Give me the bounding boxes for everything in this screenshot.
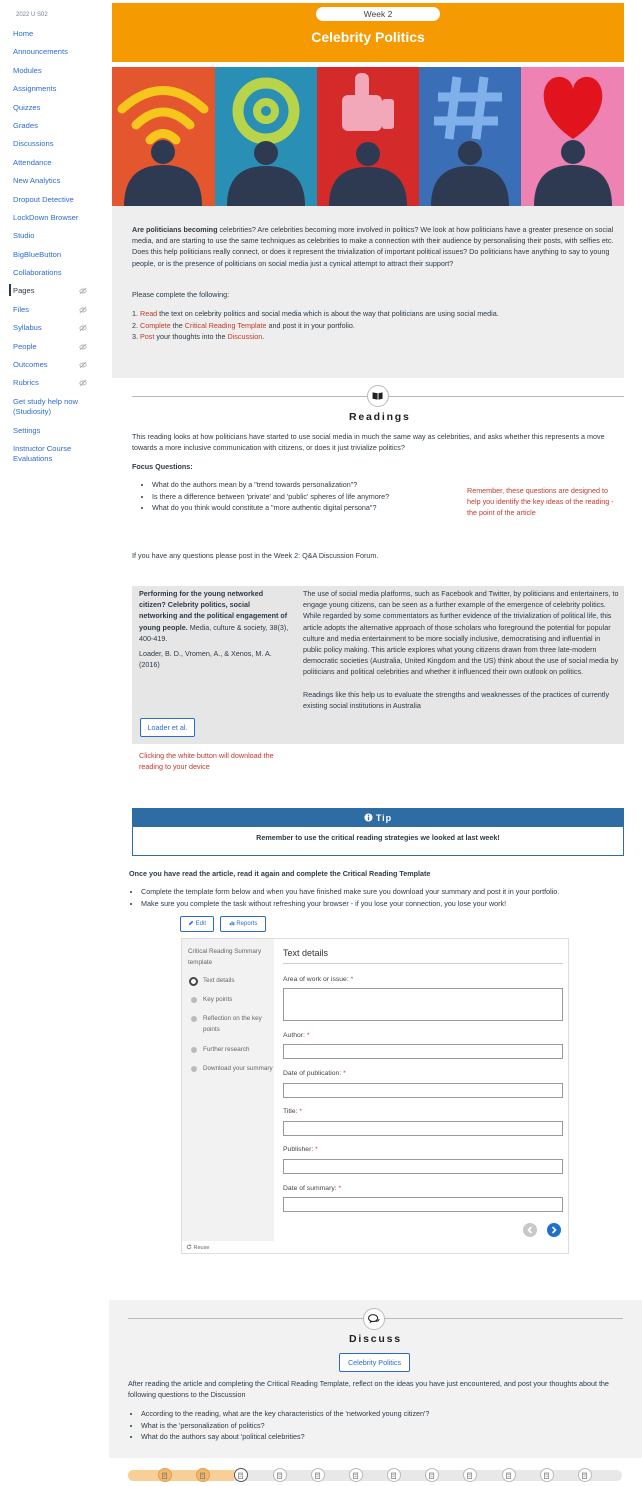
nav-dropout-detective[interactable]: Dropout Detective — [13, 194, 74, 204]
week-label: Week 2 — [316, 7, 440, 21]
nav-settings[interactable]: Settings — [13, 425, 41, 435]
info-icon — [364, 813, 373, 822]
nav-people-label: People — [13, 341, 37, 351]
step-text: the — [170, 320, 185, 330]
eye-slash-icon — [79, 287, 87, 295]
date-of-summary-input[interactable] — [283, 1197, 563, 1212]
discuss-panel — [109, 1300, 642, 1458]
progress-node-icon[interactable] — [463, 1468, 477, 1482]
label-text: Area of work or issue: — [283, 976, 349, 983]
nav-people[interactable] — [13, 342, 95, 360]
step-text: your thoughts into the — [154, 332, 228, 342]
chevron-right-icon — [547, 1223, 561, 1237]
nav-outcomes-label: Outcomes — [13, 360, 48, 370]
discuss-intro: After reading the article and completing the Critical Reading Template, reflect on the ideas you have just encountered, and post your thoughts about the following questions to the Discussion — [128, 1379, 609, 1399]
focus-questions — [140, 479, 460, 514]
intro-text — [132, 224, 622, 269]
publisher-input[interactable] — [283, 1159, 563, 1174]
field-label — [283, 976, 353, 983]
field-label — [283, 1146, 318, 1153]
reading-citation — [139, 588, 289, 644]
reports-label: Reports — [236, 921, 258, 927]
label-text: Author: — [283, 1032, 305, 1039]
nav-rubrics[interactable] — [13, 378, 95, 396]
required-mark: * — [350, 976, 354, 983]
required-mark: * — [315, 1146, 318, 1153]
widget-title: Critical Reading Summary template — [188, 948, 262, 966]
step-download-summary[interactable]: Download your summary — [203, 1065, 273, 1072]
nav-modules[interactable]: Modules — [13, 65, 42, 75]
edit-label: Edit — [195, 921, 206, 927]
list-item: • What is the 'personalization of politics? — [141, 1420, 624, 1432]
date-of-publication-input[interactable] — [283, 1083, 563, 1098]
refresh-icon — [186, 1244, 192, 1250]
reading-reference — [139, 588, 289, 670]
reuse-button[interactable] — [186, 1244, 209, 1251]
eye-slash-icon — [79, 306, 87, 314]
step-indicator — [191, 997, 197, 1003]
list-item: • According to the reading, what are the key characteristics of the 'networked young citizen'? — [141, 1408, 624, 1420]
step-indicator — [191, 1016, 197, 1022]
step-text: the text on celebrity politics and social media which is about the way that politicians are using social media. — [157, 309, 499, 318]
step-text-details[interactable]: Text details — [203, 977, 235, 984]
nav-home[interactable]: Home — [13, 29, 34, 38]
chart-icon — [229, 920, 235, 926]
step-number: 2. — [132, 320, 138, 330]
tip-heading: Tip — [375, 813, 393, 823]
intro-body: celebrities? Are celebrities becoming more involved in politics? We look at how politicians have a greater presence on social media, and are starting to use the same techniques as celebrities to make a connection with their audience by personalising their posts, with selfies etc. Does this help politicians really connect, or does it represent the trivialization of important political issues? Do politicians have anything to say to young people, or is the presence of politicians on social media just a cynical attempt to attract their support? — [132, 225, 614, 268]
progress-node-icon[interactable] — [540, 1468, 554, 1482]
course-code: 2022 U S02 — [16, 12, 48, 18]
course-nav-list — [13, 29, 95, 473]
step-current-indicator — [189, 977, 198, 986]
book-open-icon — [367, 385, 389, 407]
template-instructions — [129, 886, 624, 909]
download-note: Clicking the white button will download the reading to your device — [139, 751, 274, 771]
form-divider — [283, 963, 563, 964]
intro-lead: Are politicians becoming — [132, 225, 218, 234]
edit-button[interactable] — [180, 916, 214, 932]
field-label — [283, 1070, 346, 1077]
nav-pages[interactable] — [13, 286, 95, 304]
chevron-left-icon — [523, 1223, 537, 1237]
progress-node-icon[interactable] — [349, 1468, 363, 1482]
instruction: Please complete the following: — [132, 290, 230, 299]
previous-step-button[interactable] — [523, 1223, 537, 1237]
nav-syllabus-label: Syllabus — [13, 323, 42, 333]
widget-steps-panel — [182, 939, 274, 1241]
readings-intro: This reading looks at how politicians have started to use social media in much the same way as celebrities, and asks whether this represents a move towards a more inclusive communication with citizens, or does it just trivialize politics? — [132, 432, 605, 452]
hero-image — [112, 67, 624, 206]
nav-rubrics-label: Rubrics — [13, 378, 39, 388]
progress-node-icon[interactable] — [578, 1468, 592, 1482]
list-item: • What do the authors say about 'political celebrities? — [141, 1431, 624, 1443]
read-link[interactable]: Read — [140, 309, 158, 318]
complete-link[interactable]: Complete — [140, 320, 171, 330]
nav-assignments[interactable]: Assignments — [13, 84, 57, 94]
progress-node-icon[interactable] — [311, 1468, 325, 1482]
post-link[interactable]: Post — [140, 332, 155, 342]
nav-bigbluebutton[interactable]: BigBlueButton — [13, 249, 62, 259]
page-title: Celebrity Politics — [311, 29, 425, 45]
readings-heading: Readings — [349, 411, 411, 423]
progress-node-icon[interactable] — [425, 1468, 439, 1482]
step-number: 3. — [132, 332, 138, 342]
progress-node-icon[interactable] — [502, 1468, 516, 1482]
field-label — [283, 1185, 341, 1192]
tip-header — [133, 809, 623, 827]
speech-bubbles-icon — [363, 1308, 385, 1330]
label-text: Publisher: — [283, 1146, 314, 1153]
required-mark: * — [338, 1185, 342, 1192]
progress-node-icon[interactable] — [158, 1468, 172, 1482]
critical-reading-template-link[interactable]: Critical Reading Template — [184, 320, 267, 330]
eye-slash-icon — [79, 361, 87, 369]
nav-outcomes[interactable] — [13, 360, 95, 378]
eye-slash-icon — [79, 324, 87, 332]
label-text: Date of summary: — [283, 1185, 337, 1192]
discuss-heading: Discuss — [349, 1333, 402, 1345]
nav-collaborations[interactable]: Collaborations — [13, 268, 62, 278]
required-mark: * — [299, 1108, 303, 1115]
reuse-label: Reuse — [193, 1245, 210, 1251]
list-item: • What do the authors mean by a "trend towards personalization"? — [152, 479, 460, 491]
step-indicator — [191, 1066, 197, 1072]
module-progress-bar — [128, 1467, 622, 1483]
download-reading-button[interactable]: Loader et al. — [140, 718, 195, 737]
progress-node-icon[interactable] — [387, 1468, 401, 1482]
eye-slash-icon — [79, 343, 87, 351]
nav-lockdown-browser[interactable]: LockDown Browser — [13, 212, 79, 222]
step-key-points[interactable]: Key points — [203, 996, 233, 1003]
nav-quizzes[interactable]: Quizzes — [13, 102, 41, 112]
template-heading: Once you have read the article, read it again and complete the Critical Reading Template — [129, 869, 431, 878]
reading-journal: Media, culture & society, 38(3), 400-419. — [139, 622, 289, 643]
discuss-questions — [129, 1408, 624, 1443]
list-item: • What do you think would constitute a "more authentic digital persona"? — [152, 502, 460, 514]
nav-studio[interactable]: Studio — [13, 231, 35, 241]
nav-announcements[interactable]: Announcements — [13, 47, 68, 57]
tip-box — [132, 808, 624, 856]
nav-discussions[interactable]: Discussions — [13, 139, 54, 149]
progress-node-icon[interactable] — [234, 1468, 248, 1482]
celebrity-politics-discussion-button[interactable]: Celebrity Politics — [339, 1353, 410, 1372]
course-navigation — [0, 0, 105, 1486]
nav-grades[interactable]: Grades — [13, 120, 38, 130]
discussion-link[interactable]: Discussion — [227, 332, 263, 342]
reading-title: Performing for the young networked citizen? Celebrity politics, social networking and the political engagement of young people. — [139, 589, 288, 632]
progress-node-icon[interactable] — [196, 1468, 210, 1482]
step-further-research[interactable]: Further research — [203, 1046, 250, 1053]
reading-card — [132, 586, 624, 744]
title-input[interactable] — [283, 1121, 563, 1136]
nav-course-evaluations[interactable]: Instructor Course Evaluations — [13, 444, 72, 464]
step-indicator — [191, 1047, 197, 1053]
nav-pages-label: Pages — [13, 286, 35, 296]
step-3 — [132, 331, 499, 343]
progress-fill — [128, 1470, 234, 1481]
week-banner — [112, 3, 624, 62]
step-2 — [132, 320, 499, 332]
list-item: • Make sure you complete the task without refreshing your browser - if you lose your connection, you lose your work! — [141, 898, 624, 910]
label-text: Title: — [283, 1108, 298, 1115]
critical-reading-widget — [181, 938, 569, 1254]
forum-note: If you have any questions please post in the Week 2: Q&A Discussion Forum. — [132, 551, 379, 560]
nav-files[interactable] — [13, 305, 95, 323]
step-list — [132, 308, 499, 343]
nav-attendance[interactable]: Attendance — [13, 157, 52, 167]
eye-slash-icon — [79, 379, 87, 387]
nav-files-label: Files — [13, 304, 30, 314]
field-label — [283, 1032, 309, 1039]
list-item: • Is there a difference between 'private' and 'public' spheres of life anymore? — [152, 491, 460, 503]
next-step-button[interactable] — [547, 1223, 561, 1237]
abstract-text: The use of social media platforms, such as Facebook and Twitter, by politicians and entertainers, to engage young citizens, can be seen as a further example of the emergence of celebrity politics. While regarded by some commentators as further evidence of the trivialization of political life, this article adopts the alternative approach of those scholars who foreground the potential for popular culture and media entertainment to be more socially inclusive, democratising and influential in public policy making. This article explores what young citizens drawn from three late-modern democratic societies (Australia, United Kingdom and the US) think about the use of social media by politicians and political celebrities and whether it influenced their own outlook on politics. — [303, 589, 619, 677]
reading-authors: Loader, B. D., Vromen, A., & Xenos, M. A. (2016) — [139, 649, 272, 670]
step-text: and post it in your portfolio. — [266, 320, 355, 330]
step-1 — [132, 308, 499, 320]
nav-new-analytics[interactable]: New Analytics — [13, 176, 61, 186]
author-input[interactable] — [283, 1044, 563, 1059]
required-mark: * — [343, 1070, 346, 1077]
form-title: Text details — [283, 948, 329, 958]
focus-questions-label: Focus Questions: — [132, 462, 193, 471]
field-label — [283, 1108, 302, 1115]
step-number: 1. — [132, 309, 138, 318]
tip-text: Remember to use the critical reading strategies we looked at last week! — [256, 833, 500, 842]
step-text: . — [262, 332, 265, 342]
intro-panel — [112, 206, 624, 378]
reminder-note: Remember, these questions are designed to help you identify the key ideas of the reading - the point of the article — [467, 486, 614, 517]
step-reflection[interactable]: Reflection on the key points — [203, 1015, 262, 1033]
progress-node-icon[interactable] — [273, 1468, 287, 1482]
list-item: • Complete the template form below and when you have finished make sure you download your summary and post it in your portfolio. — [141, 886, 624, 898]
nav-syllabus[interactable] — [13, 323, 95, 341]
required-mark: * — [306, 1032, 310, 1039]
pencil-icon — [188, 920, 194, 926]
reading-abstract — [303, 588, 619, 711]
label-text: Date of publication: — [283, 1070, 342, 1077]
area-of-work-input[interactable] — [283, 988, 563, 1021]
evaluate-text: Readings like this help us to evaluate the strengths and weaknesses of the practices of currently existing social institutions in Australia — [303, 689, 610, 710]
reports-button[interactable] — [220, 916, 266, 932]
nav-studiosity[interactable]: Get study help now (Studiosity) — [13, 396, 79, 416]
